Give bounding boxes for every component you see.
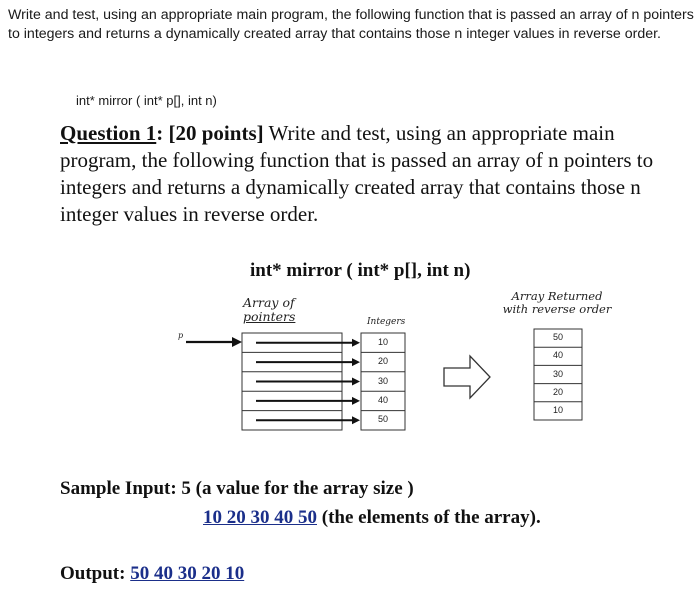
sample-input-values-line: [203, 507, 541, 529]
integers-label: Integers: [367, 317, 406, 327]
reversed-cell: 40: [552, 350, 563, 361]
pointer-arrow-head: [352, 397, 360, 405]
transform-arrow: [444, 356, 490, 398]
function-prototype: int* mirror ( int* p[], int n): [76, 93, 217, 108]
pointer-arrow-head: [352, 339, 360, 347]
sample-input-values: 10 20 30 40 50: [203, 507, 317, 528]
returned-label-line1: Array Returned: [511, 289, 603, 303]
pointer-arrow-head: [352, 358, 360, 366]
integer-cell: 20: [377, 356, 388, 367]
reversed-cell: 20: [552, 386, 563, 397]
integer-cell: 40: [377, 394, 388, 405]
array-of-pointers-label: [243, 296, 295, 324]
pointer-arrow-head: [352, 378, 360, 386]
pointer-arrow-head: [352, 416, 360, 424]
reversed-cell: 10: [552, 404, 563, 415]
output-line: [60, 563, 244, 585]
question-body: Write and test, using an appropriate main program, the following function that is passed an array of n pointers to integers and returns a dynamically created array that contains those n integer values in reverse order.: [60, 121, 654, 226]
array-label-line2: pointers: [243, 309, 296, 324]
pointer-p-label: p: [178, 331, 184, 340]
intro-paragraph: Write and test, using an appropriate main program, the following function that is passed an array of n pointers to integers and returns a dynamically created array that contains those n integer values in reverse order.: [8, 7, 694, 42]
p-arrow-head: [232, 337, 242, 347]
question-points: : [20 points]: [156, 121, 264, 145]
output-values: 50 40 30 20 10: [130, 563, 245, 584]
reversed-cell: 50: [552, 332, 563, 343]
integer-cell: 50: [377, 414, 388, 425]
returned-label-line2: with reverse order: [502, 302, 612, 316]
array-returned-label: [497, 290, 617, 316]
reversed-cell: 30: [552, 368, 563, 379]
function-signature: int* mirror ( int* p[], int n): [250, 260, 471, 281]
sample-input-line: Sample Input: 5 (a value for the array size ): [60, 478, 414, 499]
sample-input-suffix: (the elements of the array).: [317, 507, 541, 528]
integer-cell: 30: [377, 375, 388, 386]
question-label: Question 1: [60, 121, 157, 145]
output-prefix: Output:: [60, 563, 131, 584]
integer-cell: 10: [377, 336, 388, 347]
array-label-line1: Array of: [243, 295, 295, 310]
